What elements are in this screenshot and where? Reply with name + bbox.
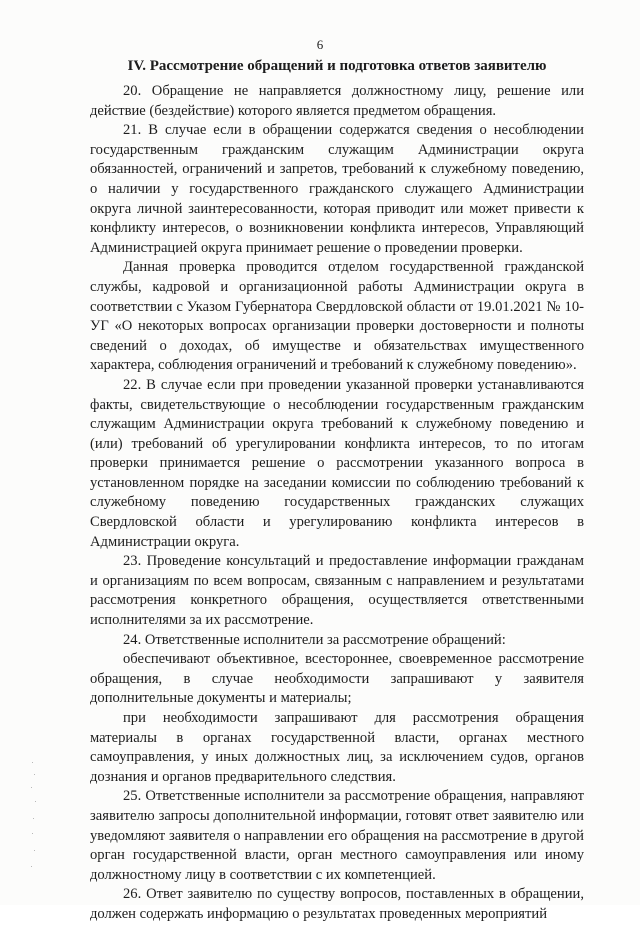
paragraph-23: 23. Проведение консультаций и предоставление информации гражданам и организациям по всем вопросам, связанным с направлением и результатами рассмотрения конкретного обращения, осуществляется ответственными исполнителями за их рассмотрение. [90, 553, 584, 629]
section-title: IV. Рассмотрение обращений и подготовка ответов заявителю [127, 58, 547, 74]
scan-margin-marks [28, 760, 40, 880]
paragraph-24: 24. Ответственные исполнители за рассмотрение обращений: [123, 631, 506, 648]
paragraph-25: 25. Ответственные исполнители за рассмотрение обращения, направляют заявителю запросы дополнительной информации, готовят ответ заявителю или уведомляют заявителя о направлении его обращения на рассмотрение в другой орган государственной власти, орган местного самоуправления или иному должностному лицу в соответствии с их компетенцией. [90, 788, 584, 883]
paragraph-21-inspection: Данная проверка проводится отделом государственной гражданской службы, кадровой и организационной работы Администрации округа в соответствии с Указом Губернатора Свердловской области от 19.01.2021 № 10-УГ «О некоторых вопросах организации проверки достоверности и полноты сведений о доходах, об имуществе и обязательствах имущественного характера, соблюдения ограничений и требований к служебному поведению». [90, 259, 584, 374]
paragraph-24-duty-1: обеспечивают объективное, всестороннее, своевременное рассмотрение обращения, в случае необходимости запрашивают у заявителя дополнительные документы и материалы; [90, 651, 584, 707]
paragraph-24-duty-2: при необходимости запрашивают для рассмотрения обращения материалы в органах государственной власти, органах местного самоуправления, у иных должностных лиц, за исключением судов, органов дознания и органов предварительного следствия. [90, 710, 584, 785]
paragraph-22: 22. В случае если при проведении указанной проверки устанавливаются факты, свидетельствующие о несоблюдении государственным гражданским служащим Администрации округа требований к служебному поведению и (или) требований об урегулировании конфликта интересов, то по итогам проверки принимается решение о рассмотрении указанного вопроса в установленном порядке на заседании комиссии по соблюдению требований к служебному поведению государственных гражданских служащих Свердловской области и урегулированию конфликта интересов в Администрации округа. [90, 376, 584, 550]
paragraph-20: 20. Обращение не направляется должностному лицу, решение или действие (бездействие) которого является предметом обращения. [90, 83, 584, 119]
paragraph-21: 21. В случае если в обращении содержатся сведения о несоблюдении государственным гражданским служащим Администрации округа обязанностей, ограничений и запретов, требований к служебному поведению, о наличии у государственного гражданского служащего Администрации округа личной заинтересованности, которая приводит или может привести к конфликту интересов, о возникновении конфликта интересов, Управляющий Администрацией округа принимает решение о проведении проверки. [90, 122, 584, 256]
document-body [90, 82, 584, 925]
page-number: 6 [316, 37, 324, 52]
paragraph-26: 26. Ответ заявителю по существу вопросов, поставленных в обращении, должен содержать информацию о результатах проведенных мероприятий [90, 886, 584, 922]
